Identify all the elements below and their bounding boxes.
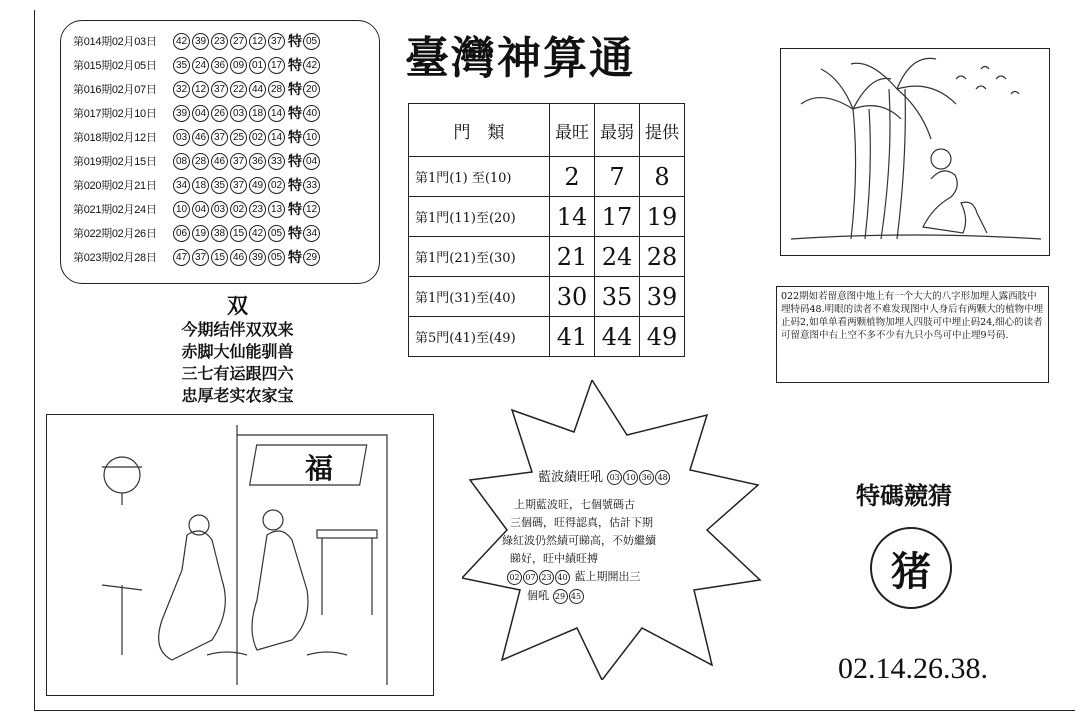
starburst-tail: 個吼 <box>527 589 549 602</box>
number-ball: 46 <box>230 249 247 266</box>
number-ball: 29 <box>553 589 568 604</box>
special-label: 特 <box>288 81 302 97</box>
lucky-numbers: 02.14.26.38. <box>838 652 988 685</box>
number-ball: 39 <box>192 33 209 50</box>
number-ball: 15 <box>230 225 247 242</box>
number-ball: 13 <box>268 201 285 218</box>
number-ball: 02 <box>268 177 285 194</box>
history-label: 第021期02月24日 <box>73 204 157 216</box>
number-ball: 37 <box>230 153 247 170</box>
table-cell: 21 <box>550 237 595 277</box>
number-ball: 05 <box>268 249 285 266</box>
special-ball: 40 <box>303 105 320 122</box>
table-cell: 49 <box>640 317 685 357</box>
number-ball: 38 <box>211 225 228 242</box>
starburst-balls-row <box>507 568 641 585</box>
special-label: 特 <box>288 177 302 193</box>
special-label: 特 <box>288 105 302 121</box>
table-cell: 35 <box>595 277 640 317</box>
history-label: 第019期02月15日 <box>73 156 157 168</box>
special-ball: 05 <box>303 33 320 50</box>
history-row <box>73 79 322 99</box>
number-ball: 18 <box>192 177 209 194</box>
poem-line: 赤脚大仙能驯兽 <box>181 342 294 361</box>
special-label: 特 <box>288 153 302 169</box>
history-row <box>73 103 322 123</box>
special-label: 特 <box>288 249 302 265</box>
starburst-title-row <box>538 466 671 485</box>
guess-title: 特碼競猜 <box>856 481 952 510</box>
row-label: 第1門(21)至(30) <box>409 237 550 277</box>
number-ball: 12 <box>249 33 266 50</box>
special-ball: 20 <box>303 81 320 98</box>
palm-tree-drawing <box>781 49 1049 255</box>
number-ball: 33 <box>268 153 285 170</box>
hint-note: 022期如若留意图中地上有一个大大的八字形加埋人露西肢中埋特码48.明眼的读者不难发现图中人身后有两颗大的植物中埋止码2,如单单看两颗植物加埋人四肢可中埋止码24,细心的读者可留意图中右上空不多不少有九只小鸟可中止埋9号码. <box>776 286 1049 383</box>
table-row <box>409 277 685 317</box>
special-label: 特 <box>288 225 302 241</box>
number-ball: 14 <box>268 105 285 122</box>
number-ball: 39 <box>249 249 266 266</box>
number-ball: 05 <box>268 225 285 242</box>
number-ball: 10 <box>623 470 638 485</box>
number-ball: 03 <box>211 201 228 218</box>
poem-line: 忠厚老实农家宝 <box>181 386 294 405</box>
table-cell: 2 <box>550 157 595 197</box>
number-ball: 07 <box>523 570 538 585</box>
starburst-title: 藍波績旺吼 <box>538 470 604 485</box>
family-scene-drawing <box>47 415 433 695</box>
history-label: 第018期02月12日 <box>73 132 157 144</box>
number-ball: 17 <box>268 57 285 74</box>
number-ball: 36 <box>211 57 228 74</box>
table-cell: 7 <box>595 157 640 197</box>
number-ball: 35 <box>211 177 228 194</box>
number-ball: 37 <box>211 129 228 146</box>
starburst-line: 三個碼，旺得認真，估計下期 <box>510 516 653 529</box>
number-ball: 28 <box>268 81 285 98</box>
special-ball: 10 <box>303 129 320 146</box>
special-ball: 34 <box>303 225 320 242</box>
number-ball: 42 <box>173 33 190 50</box>
history-row <box>73 175 322 195</box>
table-cell: 14 <box>550 197 595 237</box>
special-ball: 04 <box>303 153 320 170</box>
number-ball: 18 <box>249 105 266 122</box>
row-label: 第5門(41)至(49) <box>409 317 550 357</box>
starburst-tail: 藍上期開出三 <box>574 570 641 583</box>
number-ball: 46 <box>192 129 209 146</box>
zodiac-circle: 猪 <box>870 527 952 609</box>
history-row <box>73 199 322 219</box>
number-ball: 23 <box>249 201 266 218</box>
history-label: 第022期02月26日 <box>73 228 157 240</box>
number-ball: 32 <box>173 81 190 98</box>
number-ball: 24 <box>192 57 209 74</box>
number-ball: 44 <box>249 81 266 98</box>
number-ball: 03 <box>230 105 247 122</box>
number-ball: 02 <box>507 570 522 585</box>
table-row <box>409 157 685 197</box>
special-ball: 29 <box>303 249 320 266</box>
number-ball: 47 <box>173 249 190 266</box>
number-ball: 45 <box>569 589 584 604</box>
history-row <box>73 127 322 147</box>
number-ball: 48 <box>655 470 670 485</box>
starburst-panel <box>462 380 762 680</box>
number-ball: 49 <box>249 177 266 194</box>
poem-line: 今期结伴双双来 <box>181 320 294 339</box>
number-ball: 36 <box>249 153 266 170</box>
number-ball: 37 <box>268 33 285 50</box>
number-ball: 35 <box>173 57 190 74</box>
number-ball: 06 <box>173 225 190 242</box>
number-ball: 46 <box>211 153 228 170</box>
number-ball: 08 <box>173 153 190 170</box>
number-ball: 04 <box>192 105 209 122</box>
table-cell: 39 <box>640 277 685 317</box>
palm-tree-illustration <box>780 48 1050 256</box>
table-cell: 24 <box>595 237 640 277</box>
number-ball: 37 <box>230 177 247 194</box>
row-label: 第1門(11)至(20) <box>409 197 550 237</box>
number-ball: 42 <box>249 225 266 242</box>
table-cell: 30 <box>550 277 595 317</box>
table-cell: 28 <box>640 237 685 277</box>
number-ball: 09 <box>230 57 247 74</box>
table-cell: 8 <box>640 157 685 197</box>
family-scene-illustration <box>46 414 434 696</box>
page-title: 臺灣神算通 <box>405 33 635 84</box>
starburst-line: 睇好，旺中績旺搏 <box>510 552 598 565</box>
number-ball: 40 <box>555 570 570 585</box>
number-ball: 14 <box>268 129 285 146</box>
history-label: 第014期02月03日 <box>73 36 157 48</box>
number-ball: 28 <box>192 153 209 170</box>
table-header: 提供 <box>640 104 685 157</box>
special-ball: 12 <box>303 201 320 218</box>
table-cell: 17 <box>595 197 640 237</box>
starburst-line: 綠紅波仍然績可睇高，不妨繼續 <box>502 534 656 547</box>
history-row <box>73 55 322 75</box>
special-label: 特 <box>288 129 302 145</box>
number-ball: 02 <box>249 129 266 146</box>
table-row <box>409 197 685 237</box>
history-label: 第020期02月21日 <box>73 180 157 192</box>
number-ball: 34 <box>173 177 190 194</box>
number-ball: 04 <box>192 201 209 218</box>
table-cell: 44 <box>595 317 640 357</box>
number-ball: 03 <box>173 129 190 146</box>
number-ball: 26 <box>211 105 228 122</box>
starburst-tail-row <box>527 587 585 604</box>
number-ball: 39 <box>173 105 190 122</box>
table-row <box>409 237 685 277</box>
number-ball: 22 <box>230 81 247 98</box>
special-label: 特 <box>288 201 302 217</box>
special-label: 特 <box>288 57 302 73</box>
number-ball: 01 <box>249 57 266 74</box>
table-header: 最弱 <box>595 104 640 157</box>
starburst-line: 上期藍波旺，七個號碼古 <box>514 498 635 511</box>
number-ball: 27 <box>230 33 247 50</box>
number-ball: 37 <box>211 81 228 98</box>
number-table <box>408 103 685 357</box>
number-ball: 23 <box>211 33 228 50</box>
number-ball: 10 <box>173 201 190 218</box>
special-ball: 42 <box>303 57 320 74</box>
number-ball: 02 <box>230 201 247 218</box>
history-label: 第015期02月05日 <box>73 60 157 72</box>
special-label: 特 <box>288 33 302 49</box>
special-ball: 33 <box>303 177 320 194</box>
history-box <box>60 20 380 284</box>
history-row <box>73 223 322 243</box>
table-header: 最旺 <box>550 104 595 157</box>
number-ball: 19 <box>192 225 209 242</box>
history-label: 第016期02月07日 <box>73 84 157 96</box>
poem-line: 三七有运跟四六 <box>181 364 294 383</box>
history-label: 第023期02月28日 <box>73 252 157 264</box>
row-label: 第1門(1) 至(10) <box>409 157 550 197</box>
number-ball: 15 <box>211 249 228 266</box>
history-row <box>73 151 322 171</box>
table-cell: 41 <box>550 317 595 357</box>
number-ball: 37 <box>192 249 209 266</box>
number-ball: 25 <box>230 129 247 146</box>
history-label: 第017期02月10日 <box>73 108 157 120</box>
number-ball: 23 <box>539 570 554 585</box>
table-header-row <box>409 104 685 157</box>
number-ball: 36 <box>639 470 654 485</box>
number-ball: 12 <box>192 81 209 98</box>
number-ball: 03 <box>607 470 622 485</box>
fortune-sign: 福 <box>305 452 334 485</box>
table-row <box>409 317 685 357</box>
history-row <box>73 247 322 267</box>
poem-heading: 双 <box>227 293 248 318</box>
poem-block <box>150 293 325 407</box>
table-header: 門 類 <box>409 104 550 157</box>
table-cell: 19 <box>640 197 685 237</box>
starburst-shape <box>462 380 762 680</box>
row-label: 第1門(31)至(40) <box>409 277 550 317</box>
history-row <box>73 31 322 51</box>
